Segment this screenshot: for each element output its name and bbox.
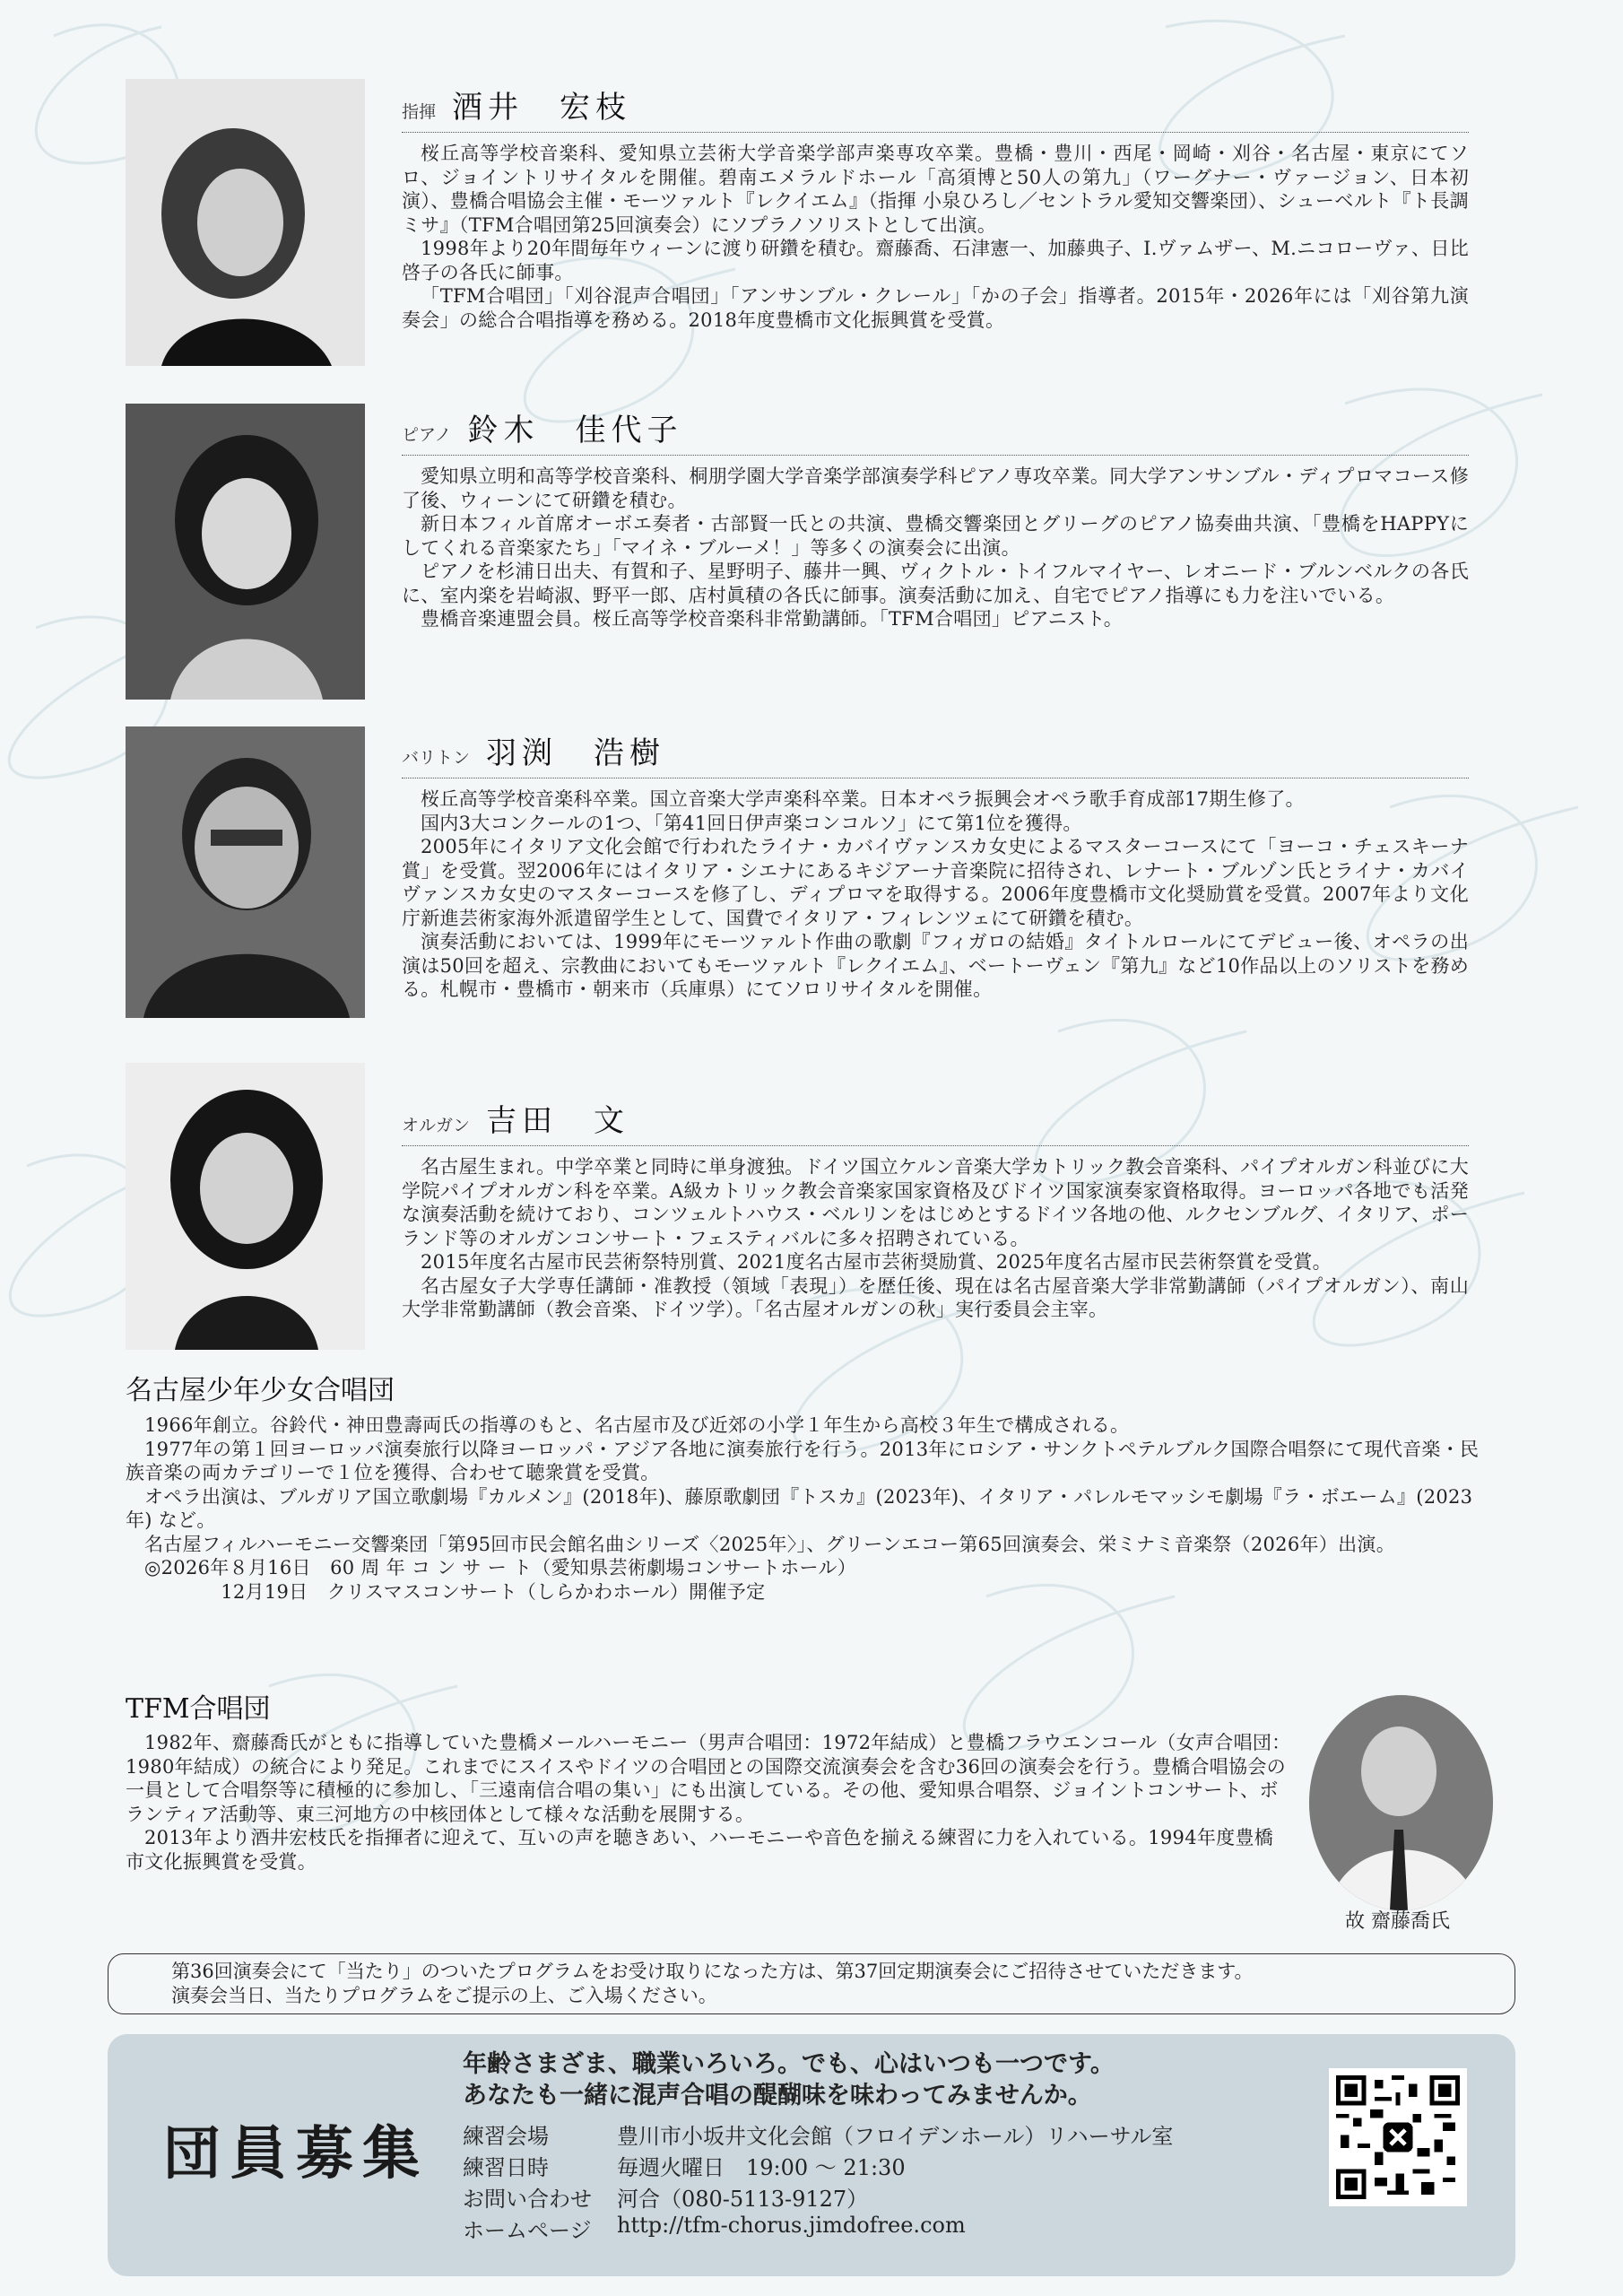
- pianist-name: 鈴木 佳代子: [467, 413, 683, 448]
- baritone-photo: [126, 726, 365, 1018]
- saito-portrait: [1309, 1695, 1493, 1910]
- bio-paragraph: 1998年より20年間毎年ウィーンに渡り研鑽を積む。齋藤喬、石津憲一、加藤典子、I.ヴァムザー、M.ニコローヴァ、日比啓子の各氏に師事。: [402, 238, 1469, 283]
- bio-paragraph: 演奏活動においては、1999年にモーツァルト作曲の歌劇『フィガロの結婚』タイトルロールにてデビュー後、オペラの出演は50回を超え、宗教曲においてもモーツァルト『レクイエム』、ベートーヴェン『第九』など10作品以上のソリストを務める。札幌市・豊橋市・朝来市（兵庫県）にてソロリサイタルを開催。: [402, 931, 1469, 1000]
- organist-heading: [402, 1096, 1469, 1146]
- bio-paragraph: 新日本フィル首席オーボエ奏者・古部賢一氏との共演、豊橋交響楽団とグリーグのピアノ協奏曲共演、「豊橋をHAPPYにしてくれる音楽家たち」「マイネ・ブルーメ！」等多くの演奏会に出演。: [402, 513, 1469, 559]
- notice-line: 第36回演奏会にて「当たり」のついたプログラムをお受け取りになった方は、第37回定期演奏会にご招待させていただきます。: [171, 1961, 1254, 1982]
- bio-paragraph: 桜丘高等学校音楽科、愛知県立芸術大学音楽学部声楽専攻卒業。豊橋・豊川・西尾・岡崎・刈谷・名古屋・東京にてソロ、ジョイントリサイタルを開催。碧南エメラルドホール「高須博と50人の第九」（ワーグナー・ヴァージョン、日本初演）、豊橋合唱協会主催・モーツァルト『レクイエム』（指揮 小泉ひろし／セントラル愛知交響楽団）、シューベルト『ト長調ミサ』（TFM合唱団第25回演奏会）にソプラノソリストとして出演。: [402, 143, 1469, 236]
- nagoya-choir-body: [126, 1413, 1497, 1604]
- organist-photo: [126, 1063, 365, 1350]
- choir-paragraph: 1966年創立。谷鈴代・神田豊壽両氏の指導のもと、名古屋市及び近郊の小学１年生から高校３年生で構成される。: [144, 1414, 1130, 1436]
- recruit-title: 団員募集: [163, 2120, 429, 2187]
- baritone-role: バリトン: [402, 748, 471, 768]
- choir-paragraph: 2013年より酒井宏枝氏を指揮者に迎えて、互いの声を聴きあい、ハーモニーや音色を揃える練習に力を入れている。1994年度豊橋市文化振興賞を受賞。: [126, 1827, 1274, 1873]
- bio-paragraph: 2015年度名古屋市民芸術祭特別賞、2021度名古屋市芸術奨励賞、2025年度名古屋市民芸術祭賞を受賞。: [421, 1251, 1332, 1273]
- recruit-lead-line: あなたも一緒に混声合唱の醍醐味を味わってみませんか。: [463, 2082, 1092, 2109]
- pianist-bio: [402, 405, 1469, 631]
- info-value: 豊川市小坂井文化会館（フロイデンホール）リハーサル室: [617, 2124, 1174, 2149]
- info-label: 練習会場: [463, 2124, 549, 2149]
- bio-paragraph: 2005年にイタリア文化会館で行われたライナ・カバイヴァンスカ女史によるマスターコースにて「ヨーコ・チェスキーナ賞」を受賞。翌2006年にはイタリア・シエナにあるキジアーナ音楽院に招待され、レナート・ブルゾン氏とライナ・カバイヴァンスカ女史のマスターコースを修了し、ディプロマを取得する。2006年度豊橋市文化奨励賞を受賞。2007年より文化庁新進芸術家海外派遣留学生として、国費でイタリア・フィレンツェにて研鑽を積む。: [402, 836, 1469, 929]
- choir-paragraph: オペラ出演は、ブルガリア国立歌劇場『カルメン』(2018年)、藤原歌劇団『トスカ』(2023年)、イタリア・パレルモマッシモ劇場『ラ・ボエーム』(2023年) など。: [126, 1485, 1473, 1531]
- organist-role: オルガン: [402, 1116, 471, 1135]
- info-row: [463, 2181, 1173, 2213]
- choir-paragraph: 1982年、齋藤喬氏がともに指導していた豊橋メールハーモニー（男声合唱団：1972年結成）と豊橋フラウエンコール（女声合唱団：1980年結成）の統合により発足。これまでにスイスやドイツの合唱団との国際交流演奏会を含む36回の演奏会を行う。豊橋合唱協会の一員として合唱祭等に積極的に参加し、「三遠南信合唱の集い」にも出演している。その他、愛知県合唱祭、ジョイントコンサート、ボランティア活動等、東三河地方の中核団体として様々な活動を展開する。: [126, 1732, 1291, 1825]
- recruit-lead: [463, 2048, 1115, 2111]
- bio-paragraph: 「TFM合唱団」「刈谷混声合唱団」「アンサンブル・クレール」「かの子会」指導者。2015年・2026年には「刈谷第九演奏会」の総合合唱指導を務める。2018年度豊橋市文化振興賞を受賞。: [402, 285, 1469, 331]
- conductor-role: 指揮: [402, 102, 437, 122]
- conductor-bio: [402, 83, 1469, 332]
- info-label: ホームページ: [463, 2218, 592, 2243]
- homepage-link[interactable]: http://tfm-chorus.jimdofree.com: [617, 2213, 966, 2238]
- tfm-choir-title: TFM合唱団: [126, 1693, 271, 1725]
- bio-paragraph: 国内3大コンクールの1つ、「第41回日伊声楽コンコルソ」にて第1位を獲得。: [421, 812, 1082, 834]
- recruit-info-table: [463, 2118, 1173, 2244]
- portrait-caption: 故 齋藤喬氏: [1345, 1910, 1450, 1933]
- prize-notice-box: [108, 1953, 1515, 2014]
- recruit-lead-line: 年齢さまざま、職業いろいろ。でも、心はいつも一つです。: [463, 2050, 1115, 2078]
- nagoya-choir-title: 名古屋少年少女合唱団: [126, 1375, 395, 1406]
- info-label: お問い合わせ: [463, 2187, 592, 2212]
- bio-paragraph: 豊橋音楽連盟会員。桜丘高等学校音楽科非常勤講師。「TFM合唱団」ピアニスト。: [421, 608, 1124, 630]
- baritone-bio: [402, 728, 1469, 1002]
- pianist-photo: [126, 404, 365, 700]
- concert-schedule-line: ◎2026年８月16日 60 周 年 コ ン サ ー ト（愛知県芸術劇場コンサートホール）: [144, 1557, 857, 1578]
- baritone-heading: [402, 728, 1469, 778]
- concert-schedule-line: 12月19日 クリスマスコンサート（しらかわホール）開催予定: [144, 1580, 766, 1603]
- pianist-heading: [402, 405, 1469, 456]
- conductor-photo: [126, 79, 365, 366]
- info-label: 練習日時: [463, 2155, 549, 2180]
- organist-bio: [402, 1096, 1469, 1322]
- pianist-role: ピアノ: [402, 425, 452, 445]
- bio-paragraph: 愛知県立明和高等学校音楽科、桐朋学園大学音楽学部演奏学科ピアノ専攻卒業。同大学アンサンブル・ディプロマコース修了後、ウィーンにて研鑽を積む。: [402, 465, 1469, 511]
- info-row: [463, 2118, 1173, 2150]
- notice-line: 演奏会当日、当たりプログラムをご提示の上、ご入場ください。: [171, 1985, 717, 2006]
- bio-paragraph: 名古屋女子大学専任講師・准教授（領域「表現」）を歴任後、現在は名古屋音楽大学非常勤講師（パイプオルガン）、南山大学非常勤講師（教会音楽、ドイツ学）。「名古屋オルガンの秋」実行委員会主宰。: [402, 1274, 1469, 1320]
- info-row: [463, 2150, 1173, 2181]
- info-value: 河合（080-5113-9127）: [617, 2187, 869, 2212]
- tfm-choir-body: [126, 1731, 1291, 1874]
- choir-paragraph: 名古屋フィルハーモニー交響楽団「第95回市民会館名曲シリーズ〈2025年〉」、グリーンエコー第65回演奏会、栄ミナミ音楽祭（2026年）出演。: [144, 1533, 1396, 1555]
- conductor-heading: [402, 83, 1469, 133]
- organist-name: 吉田 文: [486, 1103, 630, 1139]
- bio-paragraph: 桜丘高等学校音楽科卒業。国立音楽大学声楽科卒業。日本オペラ振興会オペラ歌手育成部17期生修了。: [421, 788, 1305, 810]
- choir-paragraph: 1977年の第１回ヨーロッパ演奏旅行以降ヨーロッパ・アジア各地に演奏旅行を行う。2013年にロシア・サンクトペテルブルク国際合唱祭にて現代音楽・民族音楽の両カテゴリーで１位を獲得、合わせて聴衆賞を受賞。: [126, 1438, 1480, 1483]
- bio-paragraph: 名古屋生まれ。中学卒業と同時に単身渡独。ドイツ国立ケルン音楽大学カトリック教会音楽科、パイプオルガン科並びに大学院パイプオルガン科を卒業。A級カトリック教会音楽家国家資格及びドイツ国家演奏家資格取得。ヨーロッパ各地でも活発な演奏活動を続けており、コンツェルトハウス・ベルリンをはじめとするドイツ各地の他、ルクセンブルグ、イタリア、ポーランド等のオルガンコンサート・フェスティバルに多々招聘されている。: [402, 1156, 1469, 1249]
- info-row: [463, 2213, 1173, 2244]
- bio-paragraph: ピアノを杉浦日出夫、有賀和子、星野明子、藤井一興、ヴィクトル・トイフルマイヤー、レオニード・ブルンベルクの各氏に、室内楽を岩崎淑、野平一郎、店村眞積の各氏に師事。演奏活動に加え、自宅でピアノ指導にも力を注いでいる。: [402, 561, 1469, 606]
- baritone-name: 羽渕 浩樹: [486, 735, 666, 771]
- info-value: 毎週火曜日 19:00 ～ 21:30: [617, 2155, 906, 2180]
- member-recruitment-panel: [108, 2034, 1515, 2276]
- conductor-name: 酒井 宏枝: [452, 90, 632, 126]
- qr-code-icon[interactable]: [1329, 2068, 1467, 2206]
